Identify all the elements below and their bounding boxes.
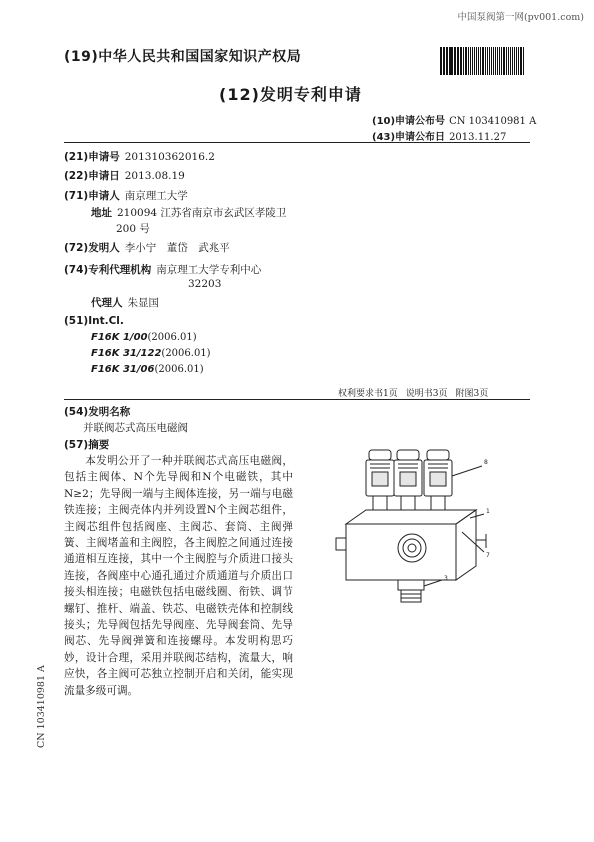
ipc-label-text: (51)Int.Cl. <box>64 315 124 327</box>
barcode-bar <box>497 47 498 75</box>
barcode-bar <box>444 47 445 75</box>
outlet-fitting <box>398 580 424 602</box>
filing-date-row <box>64 168 185 183</box>
inventor-row <box>64 240 230 255</box>
agency-code: 32203 <box>188 278 222 290</box>
inlet-fitting <box>398 534 426 562</box>
ipc-label <box>64 315 124 327</box>
patent-office-name: (19)中华人民共和国国家知识产权局 <box>64 49 302 65</box>
barcode-bar <box>470 47 472 75</box>
barcode-bar <box>508 47 509 75</box>
address-line-2: 200 号 <box>116 223 150 235</box>
agent-name: 朱显国 <box>127 297 159 309</box>
barcode-bar <box>443 47 444 75</box>
barcode-bar <box>485 47 486 75</box>
agency-name: 南京理工大学专利中心 <box>156 264 262 276</box>
barcode-bar <box>474 47 475 75</box>
agent-row <box>91 295 159 310</box>
barcode-bar <box>457 47 459 75</box>
page-count-summary <box>338 386 496 399</box>
application-number: 201310362016.2 <box>124 151 215 163</box>
publication-number: CN 103410981 A <box>449 116 537 127</box>
description-pages: 说明书3页 <box>405 389 448 399</box>
barcode-bar <box>463 47 464 75</box>
barcode-bar <box>478 47 479 75</box>
barcode-bar <box>489 47 491 75</box>
ipc-class: F16K 31/06 <box>91 364 155 375</box>
barcode-bar <box>493 47 495 75</box>
agency-row <box>64 262 261 277</box>
publication-number-label: (10)申请公布号 <box>372 116 446 127</box>
agent-label: 代理人 <box>91 297 123 309</box>
publication-date-row <box>372 128 506 143</box>
invention-title: 并联阀芯式高压电磁阀 <box>83 422 188 434</box>
barcode-bar <box>465 47 467 75</box>
ipc-entry <box>91 332 197 343</box>
filing-date-label: (22)申请日 <box>64 170 120 182</box>
drawing-label: 3 <box>444 575 448 582</box>
barcode-bar <box>512 47 513 75</box>
barcode-bar <box>440 47 442 75</box>
ipc-class: F16K 1/00 <box>91 332 148 343</box>
inventor-names: 李小宁 董岱 武兆平 <box>124 242 230 254</box>
agency-label: (74)专利代理机构 <box>64 264 152 276</box>
drawing-label: 7 <box>486 552 490 559</box>
address-row <box>91 205 286 220</box>
barcode-bar <box>480 47 481 75</box>
filing-date: 2013.08.19 <box>124 170 185 182</box>
barcode-bar <box>491 47 492 75</box>
barcode-bar <box>495 47 496 75</box>
barcode-bar <box>501 47 503 75</box>
barcode-bar <box>472 47 473 75</box>
invention-title-label <box>64 404 130 419</box>
abstract-label <box>64 437 109 452</box>
drawing-pages: 附图3页 <box>455 389 489 399</box>
ipc-entry <box>91 348 211 359</box>
ipc-version: (2006.01) <box>154 364 204 375</box>
barcode-bar <box>449 47 450 75</box>
site-watermark: 中国泵阀第一网(pv001.com) <box>457 12 584 23</box>
applicant-name: 南京理工大学 <box>124 190 188 202</box>
drawing-label: 8 <box>484 459 488 466</box>
inventor-label: (72)发明人 <box>64 242 120 254</box>
invention-title-label-text: (54)发明名称 <box>64 406 131 418</box>
header-divider <box>64 142 530 143</box>
barcode-bar <box>482 47 484 75</box>
valve-drawing <box>326 440 526 615</box>
applicant-label: (71)申请人 <box>64 190 120 202</box>
barcode-bar <box>460 47 461 75</box>
barcode-bar <box>455 47 456 75</box>
address-line-1: 210094 江苏省南京市玄武区孝陵卫 <box>117 207 287 219</box>
barcode-bar <box>523 47 524 75</box>
barcode-bar <box>461 47 462 75</box>
solenoid-1 <box>366 450 394 510</box>
publication-date-label: (43)申请公布日 <box>372 132 446 143</box>
barcode-bar <box>476 47 478 75</box>
barcode-bar <box>446 47 448 75</box>
claims-pages: 权利要求书1页 <box>338 389 398 399</box>
abstract-text: 本发明公开了一种并联阀芯式高压电磁阀，包括主阀体、N个先导阀和N个电磁铁，其中N≥2；先导阀一端与主阀体连接，另一端与电磁铁连接；主阀壳体内并列设置N个主阀芯组件，主阀芯组件包括阀座、主阀芯、套筒、主阀弹簧、主阀堵盖和主阀腔，各主阀腔之间通过连接通道相互连接，其中一个主阀腔与介质进口接头连接，各阀座中心通孔通过介质通道与介质出口接头相连接；电磁铁包括电磁线圈、衔铁、调节螺钉、推杆、端盖、铁芯、电磁铁壳体和控制线接头；先导阀包括先导阀座、先导阀套筒、先导阀芯、先导阀弹簧和连接螺母。本发明构思巧妙，设计合理，采用并联阀芯结构，流量大，响应快，各主阀可芯独立控制开启和关闭，能实现流量多级可调。 <box>64 455 293 697</box>
barcode-bar <box>454 47 455 75</box>
barcode-bar <box>518 47 519 75</box>
abstract-label-text: (57)摘要 <box>64 439 110 451</box>
barcode-bar <box>506 47 507 75</box>
applicant-row <box>64 188 188 203</box>
publication-date: 2013.11.27 <box>449 132 507 143</box>
drawing-label: 1 <box>486 508 490 515</box>
barcode-bar <box>450 47 452 75</box>
barcode-bar <box>516 47 518 75</box>
barcode-bar <box>520 47 522 75</box>
solenoid-3 <box>424 450 452 510</box>
ipc-class: F16K 31/122 <box>91 348 162 359</box>
barcode-bar <box>499 47 500 75</box>
solenoid-2 <box>394 450 422 510</box>
ipc-version: (2006.01) <box>161 348 211 359</box>
barcode-bar <box>487 47 488 75</box>
ipc-entry <box>91 364 204 375</box>
barcode-bar <box>510 47 512 75</box>
barcode-bar <box>468 47 469 75</box>
barcode-bar <box>503 47 505 75</box>
publication-number-row <box>372 112 536 127</box>
ipc-version: (2006.01) <box>147 332 197 343</box>
barcode-bar <box>514 47 515 75</box>
address-label: 地址 <box>91 207 112 219</box>
document-type-title: (12)发明专利申请 <box>219 85 362 104</box>
side-publication-code: CN 103410981 A <box>36 665 47 748</box>
application-number-row <box>64 149 215 164</box>
abstract-divider <box>64 399 530 400</box>
barcode <box>440 47 525 75</box>
application-number-label: (21)申请号 <box>64 151 120 163</box>
main-valve-body <box>336 510 486 580</box>
